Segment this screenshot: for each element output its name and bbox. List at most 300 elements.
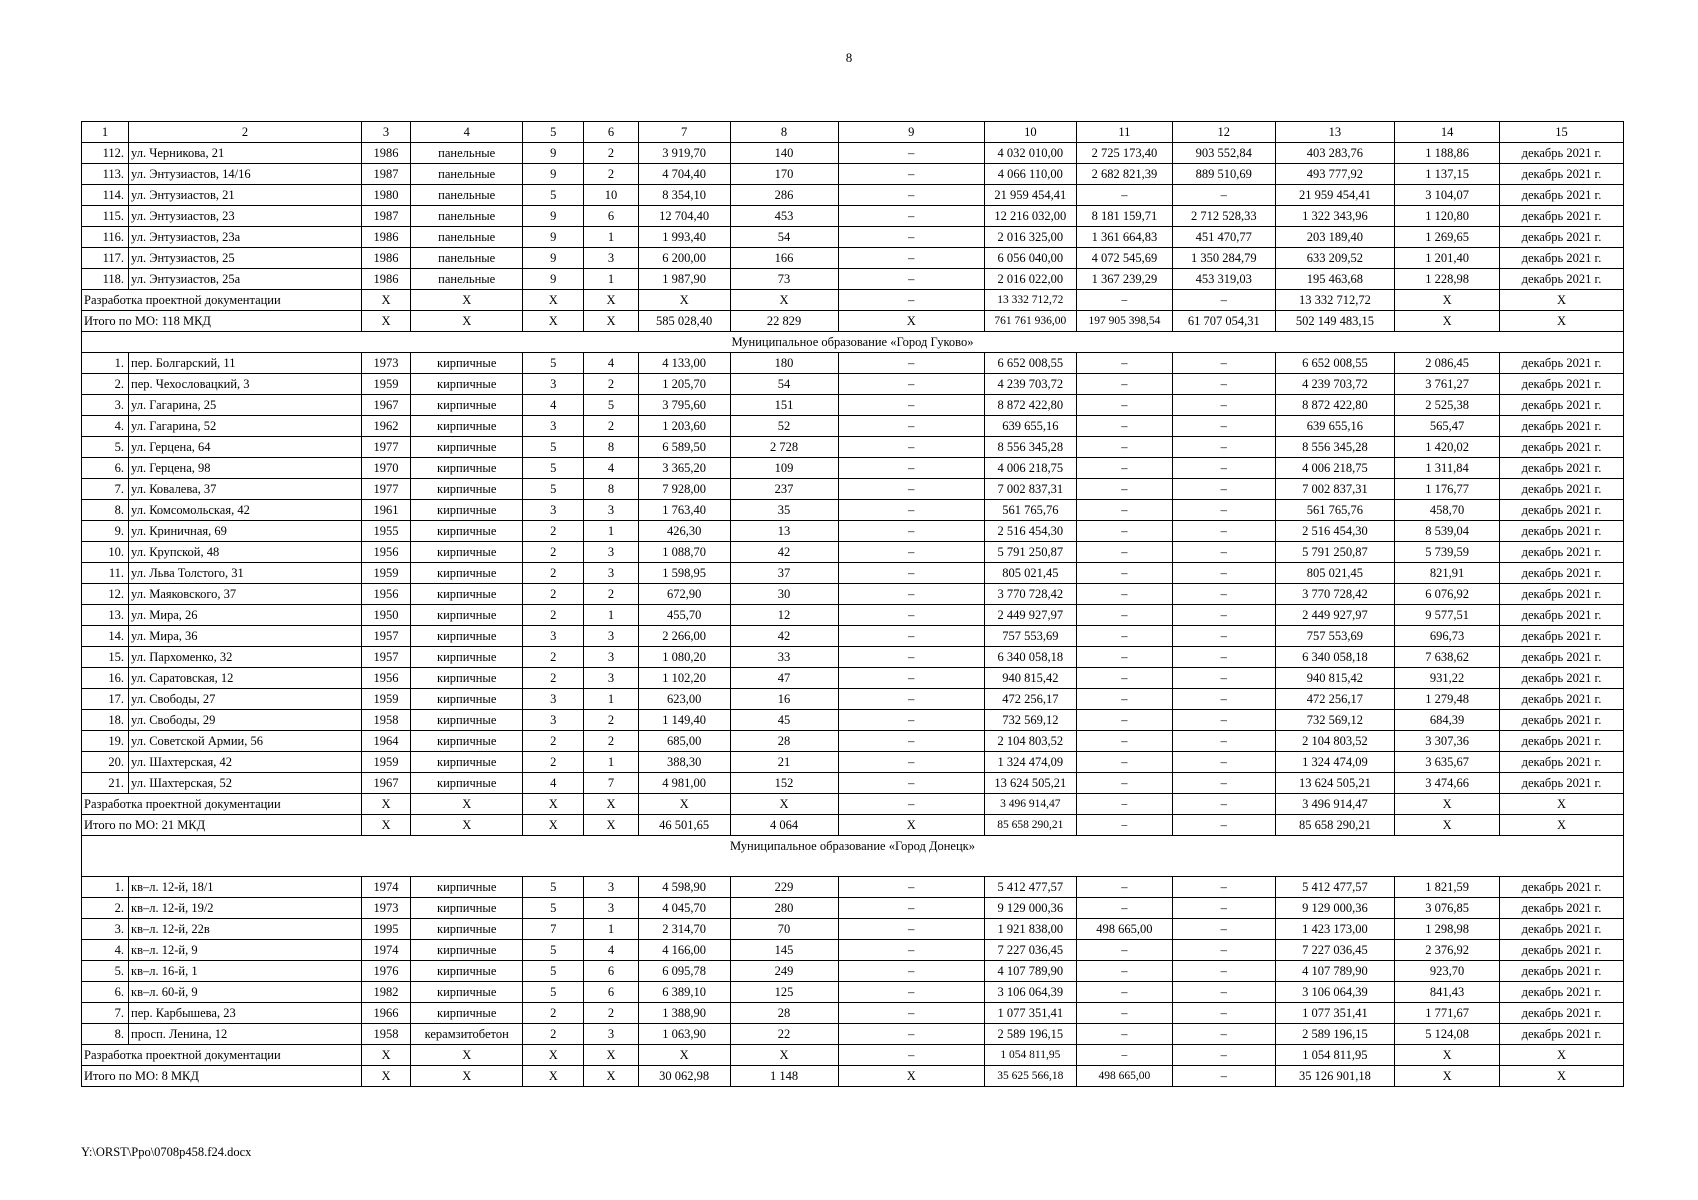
- table-cell: X: [523, 311, 584, 332]
- table-cell: –: [1076, 374, 1172, 395]
- table-cell: –: [1076, 521, 1172, 542]
- table-cell: 1 324 474,09: [984, 752, 1076, 773]
- address-cell: кв–л. 60-й, 9: [129, 982, 362, 1003]
- table-cell: 2 725 173,40: [1076, 143, 1172, 164]
- table-cell: 3 104,07: [1395, 185, 1500, 206]
- row-number: 13.: [82, 605, 129, 626]
- table-cell: панельные: [411, 143, 523, 164]
- table-cell: 1 269,65: [1395, 227, 1500, 248]
- table-cell: 286: [730, 185, 838, 206]
- table-cell: 841,43: [1395, 982, 1500, 1003]
- table-cell: 3: [584, 647, 638, 668]
- table-cell: 54: [730, 227, 838, 248]
- table-cell: 1958: [361, 710, 410, 731]
- table-cell: –: [1172, 416, 1275, 437]
- table-cell: 8 556 345,28: [984, 437, 1076, 458]
- table-cell: 8 556 345,28: [1275, 437, 1395, 458]
- table-cell: 2 728: [730, 437, 838, 458]
- address-cell: ул. Энтузиастов, 25а: [129, 269, 362, 290]
- table-cell: декабрь 2021 г.: [1499, 940, 1623, 961]
- table-cell: 2: [584, 1003, 638, 1024]
- table-cell: 6: [584, 961, 638, 982]
- table-cell: 3 770 728,42: [1275, 584, 1395, 605]
- table-cell: 9: [523, 227, 584, 248]
- address-cell: ул. Саратовская, 12: [129, 668, 362, 689]
- table-cell: кирпичные: [411, 605, 523, 626]
- table-cell: 1957: [361, 647, 410, 668]
- table-cell: 13 624 505,21: [1275, 773, 1395, 794]
- table-cell: –: [838, 521, 984, 542]
- municipality-title: Муниципальное образование «Город Донецк»: [82, 836, 1624, 877]
- table-cell: кирпичные: [411, 626, 523, 647]
- address-cell: ул. Льва Толстого, 31: [129, 563, 362, 584]
- table-cell: –: [1076, 1045, 1172, 1066]
- table-cell: X: [638, 1045, 730, 1066]
- table-cell: 4 066 110,00: [984, 164, 1076, 185]
- table-cell: 498 665,00: [1076, 919, 1172, 940]
- table-cell: 1967: [361, 773, 410, 794]
- table-cell: 2: [523, 584, 584, 605]
- table-cell: –: [1076, 479, 1172, 500]
- address-cell: ул. Герцена, 64: [129, 437, 362, 458]
- table-cell: 1958: [361, 1024, 410, 1045]
- municipality-section-row: [82, 332, 1624, 353]
- table-row: [82, 437, 1624, 458]
- table-row: [82, 563, 1624, 584]
- table-cell: 3: [584, 898, 638, 919]
- column-header: 11: [1076, 122, 1172, 143]
- table-row: [82, 731, 1624, 752]
- table-cell: декабрь 2021 г.: [1499, 898, 1623, 919]
- table-cell: –: [1172, 605, 1275, 626]
- table-cell: 5 791 250,87: [984, 542, 1076, 563]
- table-cell: кирпичные: [411, 982, 523, 1003]
- table-cell: декабрь 2021 г.: [1499, 500, 1623, 521]
- table-cell: –: [1172, 290, 1275, 311]
- address-cell: ул. Свободы, 29: [129, 710, 362, 731]
- table-cell: –: [1076, 458, 1172, 479]
- table-cell: декабрь 2021 г.: [1499, 919, 1623, 940]
- table-cell: 451 470,77: [1172, 227, 1275, 248]
- table-cell: –: [838, 1003, 984, 1024]
- table-row: [82, 1024, 1624, 1045]
- table-cell: X: [411, 290, 523, 311]
- table-cell: 3: [523, 416, 584, 437]
- row-number: 3.: [82, 395, 129, 416]
- table-cell: –: [1076, 395, 1172, 416]
- table-cell: –: [1172, 521, 1275, 542]
- table-cell: 805 021,45: [984, 563, 1076, 584]
- row-number: 9.: [82, 521, 129, 542]
- table-row: [82, 542, 1624, 563]
- table-cell: 1: [584, 269, 638, 290]
- row-number: 1.: [82, 353, 129, 374]
- table-cell: кирпичные: [411, 542, 523, 563]
- table-cell: 2: [584, 731, 638, 752]
- table-cell: X: [361, 1045, 410, 1066]
- table-cell: 2 314,70: [638, 919, 730, 940]
- table-cell: 493 777,92: [1275, 164, 1395, 185]
- table-cell: 1 361 664,83: [1076, 227, 1172, 248]
- table-cell: 61 707 054,31: [1172, 311, 1275, 332]
- table-row: [82, 353, 1624, 374]
- table-cell: 5: [523, 877, 584, 898]
- address-cell: ул. Черникова, 21: [129, 143, 362, 164]
- table-cell: 2: [584, 374, 638, 395]
- table-cell: 6 056 040,00: [984, 248, 1076, 269]
- row-number: 112.: [82, 143, 129, 164]
- table-cell: –: [838, 458, 984, 479]
- table-cell: 3: [523, 626, 584, 647]
- column-header: 3: [361, 122, 410, 143]
- address-cell: пер. Болгарский, 11: [129, 353, 362, 374]
- table-cell: 1974: [361, 940, 410, 961]
- table-cell: 3: [523, 689, 584, 710]
- table-cell: –: [1076, 710, 1172, 731]
- table-cell: X: [730, 290, 838, 311]
- row-number: 21.: [82, 773, 129, 794]
- table-cell: 1967: [361, 395, 410, 416]
- table-cell: X: [361, 794, 410, 815]
- table-cell: панельные: [411, 164, 523, 185]
- address-cell: ул. Энтузиастов, 25: [129, 248, 362, 269]
- table-cell: 472 256,17: [984, 689, 1076, 710]
- table-cell: 6 389,10: [638, 982, 730, 1003]
- table-cell: X: [361, 815, 410, 836]
- table-cell: кирпичные: [411, 395, 523, 416]
- table-cell: 9 129 000,36: [1275, 898, 1395, 919]
- table-cell: X: [1499, 794, 1623, 815]
- table-cell: 1959: [361, 689, 410, 710]
- table-cell: X: [411, 311, 523, 332]
- table-cell: 4 107 789,90: [984, 961, 1076, 982]
- table-cell: декабрь 2021 г.: [1499, 1003, 1623, 1024]
- column-header: 2: [129, 122, 362, 143]
- address-cell: ул. Маяковского, 37: [129, 584, 362, 605]
- table-cell: кирпичные: [411, 416, 523, 437]
- row-number: 8.: [82, 500, 129, 521]
- table-cell: 3 307,36: [1395, 731, 1500, 752]
- table-cell: X: [1395, 1066, 1500, 1087]
- table-cell: панельные: [411, 269, 523, 290]
- table-cell: 1 987,90: [638, 269, 730, 290]
- table-cell: 1 205,70: [638, 374, 730, 395]
- table-cell: 1: [584, 227, 638, 248]
- row-number: 114.: [82, 185, 129, 206]
- table-cell: –: [1076, 500, 1172, 521]
- column-header: 5: [523, 122, 584, 143]
- table-cell: 35 625 566,18: [984, 1066, 1076, 1087]
- table-cell: 4 981,00: [638, 773, 730, 794]
- table-cell: 3: [584, 668, 638, 689]
- table-cell: X: [1499, 311, 1623, 332]
- summary-label: Итого по МО: 21 МКД: [82, 815, 362, 836]
- table-cell: 28: [730, 731, 838, 752]
- table-cell: –: [838, 374, 984, 395]
- address-cell: ул. Ковалева, 37: [129, 479, 362, 500]
- table-cell: 13 624 505,21: [984, 773, 1076, 794]
- row-number: 20.: [82, 752, 129, 773]
- table-cell: –: [1076, 877, 1172, 898]
- table-cell: –: [838, 752, 984, 773]
- table-cell: 203 189,40: [1275, 227, 1395, 248]
- table-cell: 4 045,70: [638, 898, 730, 919]
- table-cell: 9: [523, 143, 584, 164]
- table-cell: 3: [584, 877, 638, 898]
- table-cell: –: [838, 143, 984, 164]
- table-cell: 1986: [361, 269, 410, 290]
- table-cell: –: [1076, 605, 1172, 626]
- table-cell: 4 006 218,75: [984, 458, 1076, 479]
- table-cell: –: [1076, 542, 1172, 563]
- table-cell: –: [838, 898, 984, 919]
- table-cell: 403 283,76: [1275, 143, 1395, 164]
- table-cell: 3: [584, 626, 638, 647]
- table-cell: 940 815,42: [1275, 668, 1395, 689]
- column-header: 9: [838, 122, 984, 143]
- address-cell: кв–л. 12-й, 9: [129, 940, 362, 961]
- row-number: 6.: [82, 458, 129, 479]
- table-cell: X: [1499, 1066, 1623, 1087]
- table-cell: 166: [730, 248, 838, 269]
- table-cell: 152: [730, 773, 838, 794]
- table-cell: 1: [584, 521, 638, 542]
- table-cell: 1977: [361, 479, 410, 500]
- table-cell: X: [1395, 815, 1500, 836]
- table-row: [82, 185, 1624, 206]
- table-row: [82, 689, 1624, 710]
- table-cell: X: [1395, 311, 1500, 332]
- table-cell: 85 658 290,21: [984, 815, 1076, 836]
- summary-label: Разработка проектной документации: [82, 1045, 362, 1066]
- table-cell: 9: [523, 269, 584, 290]
- table-cell: X: [730, 794, 838, 815]
- table-cell: X: [1395, 1045, 1500, 1066]
- table-cell: 1987: [361, 164, 410, 185]
- table-cell: 6: [584, 206, 638, 227]
- table-cell: 1 367 239,29: [1076, 269, 1172, 290]
- row-number: 5.: [82, 437, 129, 458]
- table-cell: –: [1076, 794, 1172, 815]
- column-header: 4: [411, 122, 523, 143]
- table-cell: –: [1076, 752, 1172, 773]
- table-cell: 1 993,40: [638, 227, 730, 248]
- table-cell: –: [838, 940, 984, 961]
- table-cell: кирпичные: [411, 458, 523, 479]
- table-cell: 1976: [361, 961, 410, 982]
- table-cell: 6 340 058,18: [984, 647, 1076, 668]
- table-cell: 6 652 008,55: [984, 353, 1076, 374]
- table-cell: 2: [523, 752, 584, 773]
- table-cell: 9: [523, 164, 584, 185]
- table-cell: 4 072 545,69: [1076, 248, 1172, 269]
- address-cell: кв–л. 16-й, 1: [129, 961, 362, 982]
- table-cell: 889 510,69: [1172, 164, 1275, 185]
- table-cell: 3: [584, 542, 638, 563]
- table-cell: 8 872 422,80: [1275, 395, 1395, 416]
- table-cell: –: [1172, 982, 1275, 1003]
- table-cell: 3: [584, 248, 638, 269]
- table-cell: –: [1172, 395, 1275, 416]
- table-cell: –: [1172, 710, 1275, 731]
- table-cell: 7 002 837,31: [984, 479, 1076, 500]
- table-cell: 8 872 422,80: [984, 395, 1076, 416]
- row-number: 3.: [82, 919, 129, 940]
- table-cell: 1955: [361, 521, 410, 542]
- table-cell: 1959: [361, 752, 410, 773]
- table-cell: 21: [730, 752, 838, 773]
- address-cell: ул. Мира, 26: [129, 605, 362, 626]
- address-cell: ул. Гагарина, 52: [129, 416, 362, 437]
- table-cell: 3: [584, 563, 638, 584]
- table-cell: 5: [523, 458, 584, 479]
- table-cell: 12 216 032,00: [984, 206, 1076, 227]
- table-cell: 45: [730, 710, 838, 731]
- table-cell: 5 791 250,87: [1275, 542, 1395, 563]
- table-cell: 1987: [361, 206, 410, 227]
- table-row: [82, 668, 1624, 689]
- table-cell: 2 525,38: [1395, 395, 1500, 416]
- row-number: 117.: [82, 248, 129, 269]
- table-cell: 561 765,76: [1275, 500, 1395, 521]
- table-cell: кирпичные: [411, 710, 523, 731]
- column-header: 6: [584, 122, 638, 143]
- table-cell: –: [1076, 1024, 1172, 1045]
- table-cell: 1 077 351,41: [984, 1003, 1076, 1024]
- table-cell: 21 959 454,41: [984, 185, 1076, 206]
- table-row: [82, 898, 1624, 919]
- table-cell: 7 638,62: [1395, 647, 1500, 668]
- table-cell: 52: [730, 416, 838, 437]
- table-cell: X: [584, 311, 638, 332]
- table-cell: 1 423 173,00: [1275, 919, 1395, 940]
- table-cell: –: [838, 961, 984, 982]
- address-cell: ул. Герцена, 98: [129, 458, 362, 479]
- table-cell: 1: [584, 919, 638, 940]
- table-row: [82, 940, 1624, 961]
- table-cell: 9: [523, 248, 584, 269]
- table-cell: 4: [584, 458, 638, 479]
- table-cell: 1961: [361, 500, 410, 521]
- table-cell: –: [1076, 626, 1172, 647]
- table-cell: 37: [730, 563, 838, 584]
- table-cell: 453 319,03: [1172, 269, 1275, 290]
- table-cell: 2: [523, 647, 584, 668]
- table-cell: 2 516 454,30: [1275, 521, 1395, 542]
- table-cell: –: [1076, 773, 1172, 794]
- table-cell: 47: [730, 668, 838, 689]
- table-cell: 3 770 728,42: [984, 584, 1076, 605]
- table-cell: X: [1395, 290, 1500, 311]
- summary-row: [82, 794, 1624, 815]
- table-cell: декабрь 2021 г.: [1499, 877, 1623, 898]
- table-cell: 2: [523, 605, 584, 626]
- row-number: 17.: [82, 689, 129, 710]
- table-cell: –: [1076, 437, 1172, 458]
- table-cell: 4: [523, 773, 584, 794]
- table-cell: декабрь 2021 г.: [1499, 227, 1623, 248]
- table-cell: 639 655,16: [1275, 416, 1395, 437]
- table-cell: 2 104 803,52: [984, 731, 1076, 752]
- table-cell: 472 256,17: [1275, 689, 1395, 710]
- table-cell: 1 054 811,95: [984, 1045, 1076, 1066]
- table-cell: 16: [730, 689, 838, 710]
- page-number: 8: [845, 50, 853, 65]
- table-cell: 10: [584, 185, 638, 206]
- table-cell: 7 928,00: [638, 479, 730, 500]
- address-cell: ул. Пархоменко, 32: [129, 647, 362, 668]
- table-cell: 5 412 477,57: [984, 877, 1076, 898]
- table-cell: 1970: [361, 458, 410, 479]
- table-cell: 2: [584, 584, 638, 605]
- table-cell: 1 821,59: [1395, 877, 1500, 898]
- table-cell: –: [838, 227, 984, 248]
- table-cell: X: [584, 794, 638, 815]
- row-number: 14.: [82, 626, 129, 647]
- table-cell: 2 682 821,39: [1076, 164, 1172, 185]
- table-row: [82, 584, 1624, 605]
- table-row: [82, 1003, 1624, 1024]
- table-cell: декабрь 2021 г.: [1499, 961, 1623, 982]
- table-cell: 3 076,85: [1395, 898, 1500, 919]
- table-cell: 8 539,04: [1395, 521, 1500, 542]
- table-cell: декабрь 2021 г.: [1499, 982, 1623, 1003]
- table-cell: X: [411, 794, 523, 815]
- address-cell: просп. Ленина, 12: [129, 1024, 362, 1045]
- table-cell: 4 166,00: [638, 940, 730, 961]
- table-row: [82, 164, 1624, 185]
- table-cell: 3 795,60: [638, 395, 730, 416]
- table-cell: –: [1172, 961, 1275, 982]
- table-cell: 1973: [361, 898, 410, 919]
- table-cell: 1950: [361, 605, 410, 626]
- table-cell: 6 589,50: [638, 437, 730, 458]
- table-cell: кирпичные: [411, 521, 523, 542]
- table-cell: X: [730, 1045, 838, 1066]
- table-cell: 1 598,95: [638, 563, 730, 584]
- table-cell: декабрь 2021 г.: [1499, 773, 1623, 794]
- table-cell: 2 712 528,33: [1172, 206, 1275, 227]
- table-cell: 8: [584, 437, 638, 458]
- table-row: [82, 521, 1624, 542]
- table-cell: декабрь 2021 г.: [1499, 206, 1623, 227]
- table-cell: панельные: [411, 185, 523, 206]
- table-cell: керамзитобетон: [411, 1024, 523, 1045]
- table-cell: декабрь 2021 г.: [1499, 731, 1623, 752]
- table-cell: 685,00: [638, 731, 730, 752]
- table-cell: 2 104 803,52: [1275, 731, 1395, 752]
- table-cell: 1 201,40: [1395, 248, 1500, 269]
- table-cell: 3 474,66: [1395, 773, 1500, 794]
- table-cell: 498 665,00: [1076, 1066, 1172, 1087]
- table-cell: декабрь 2021 г.: [1499, 710, 1623, 731]
- table-cell: кирпичные: [411, 647, 523, 668]
- table-cell: 7: [584, 773, 638, 794]
- table-cell: –: [1076, 961, 1172, 982]
- table-cell: –: [1172, 458, 1275, 479]
- table-cell: 2: [584, 710, 638, 731]
- column-header: 14: [1395, 122, 1500, 143]
- table-cell: X: [584, 1045, 638, 1066]
- table-cell: 453: [730, 206, 838, 227]
- table-cell: –: [1172, 877, 1275, 898]
- table-cell: 73: [730, 269, 838, 290]
- table-row: [82, 710, 1624, 731]
- table-cell: 1986: [361, 248, 410, 269]
- address-cell: ул. Мира, 36: [129, 626, 362, 647]
- table-cell: 502 149 483,15: [1275, 311, 1395, 332]
- row-number: 12.: [82, 584, 129, 605]
